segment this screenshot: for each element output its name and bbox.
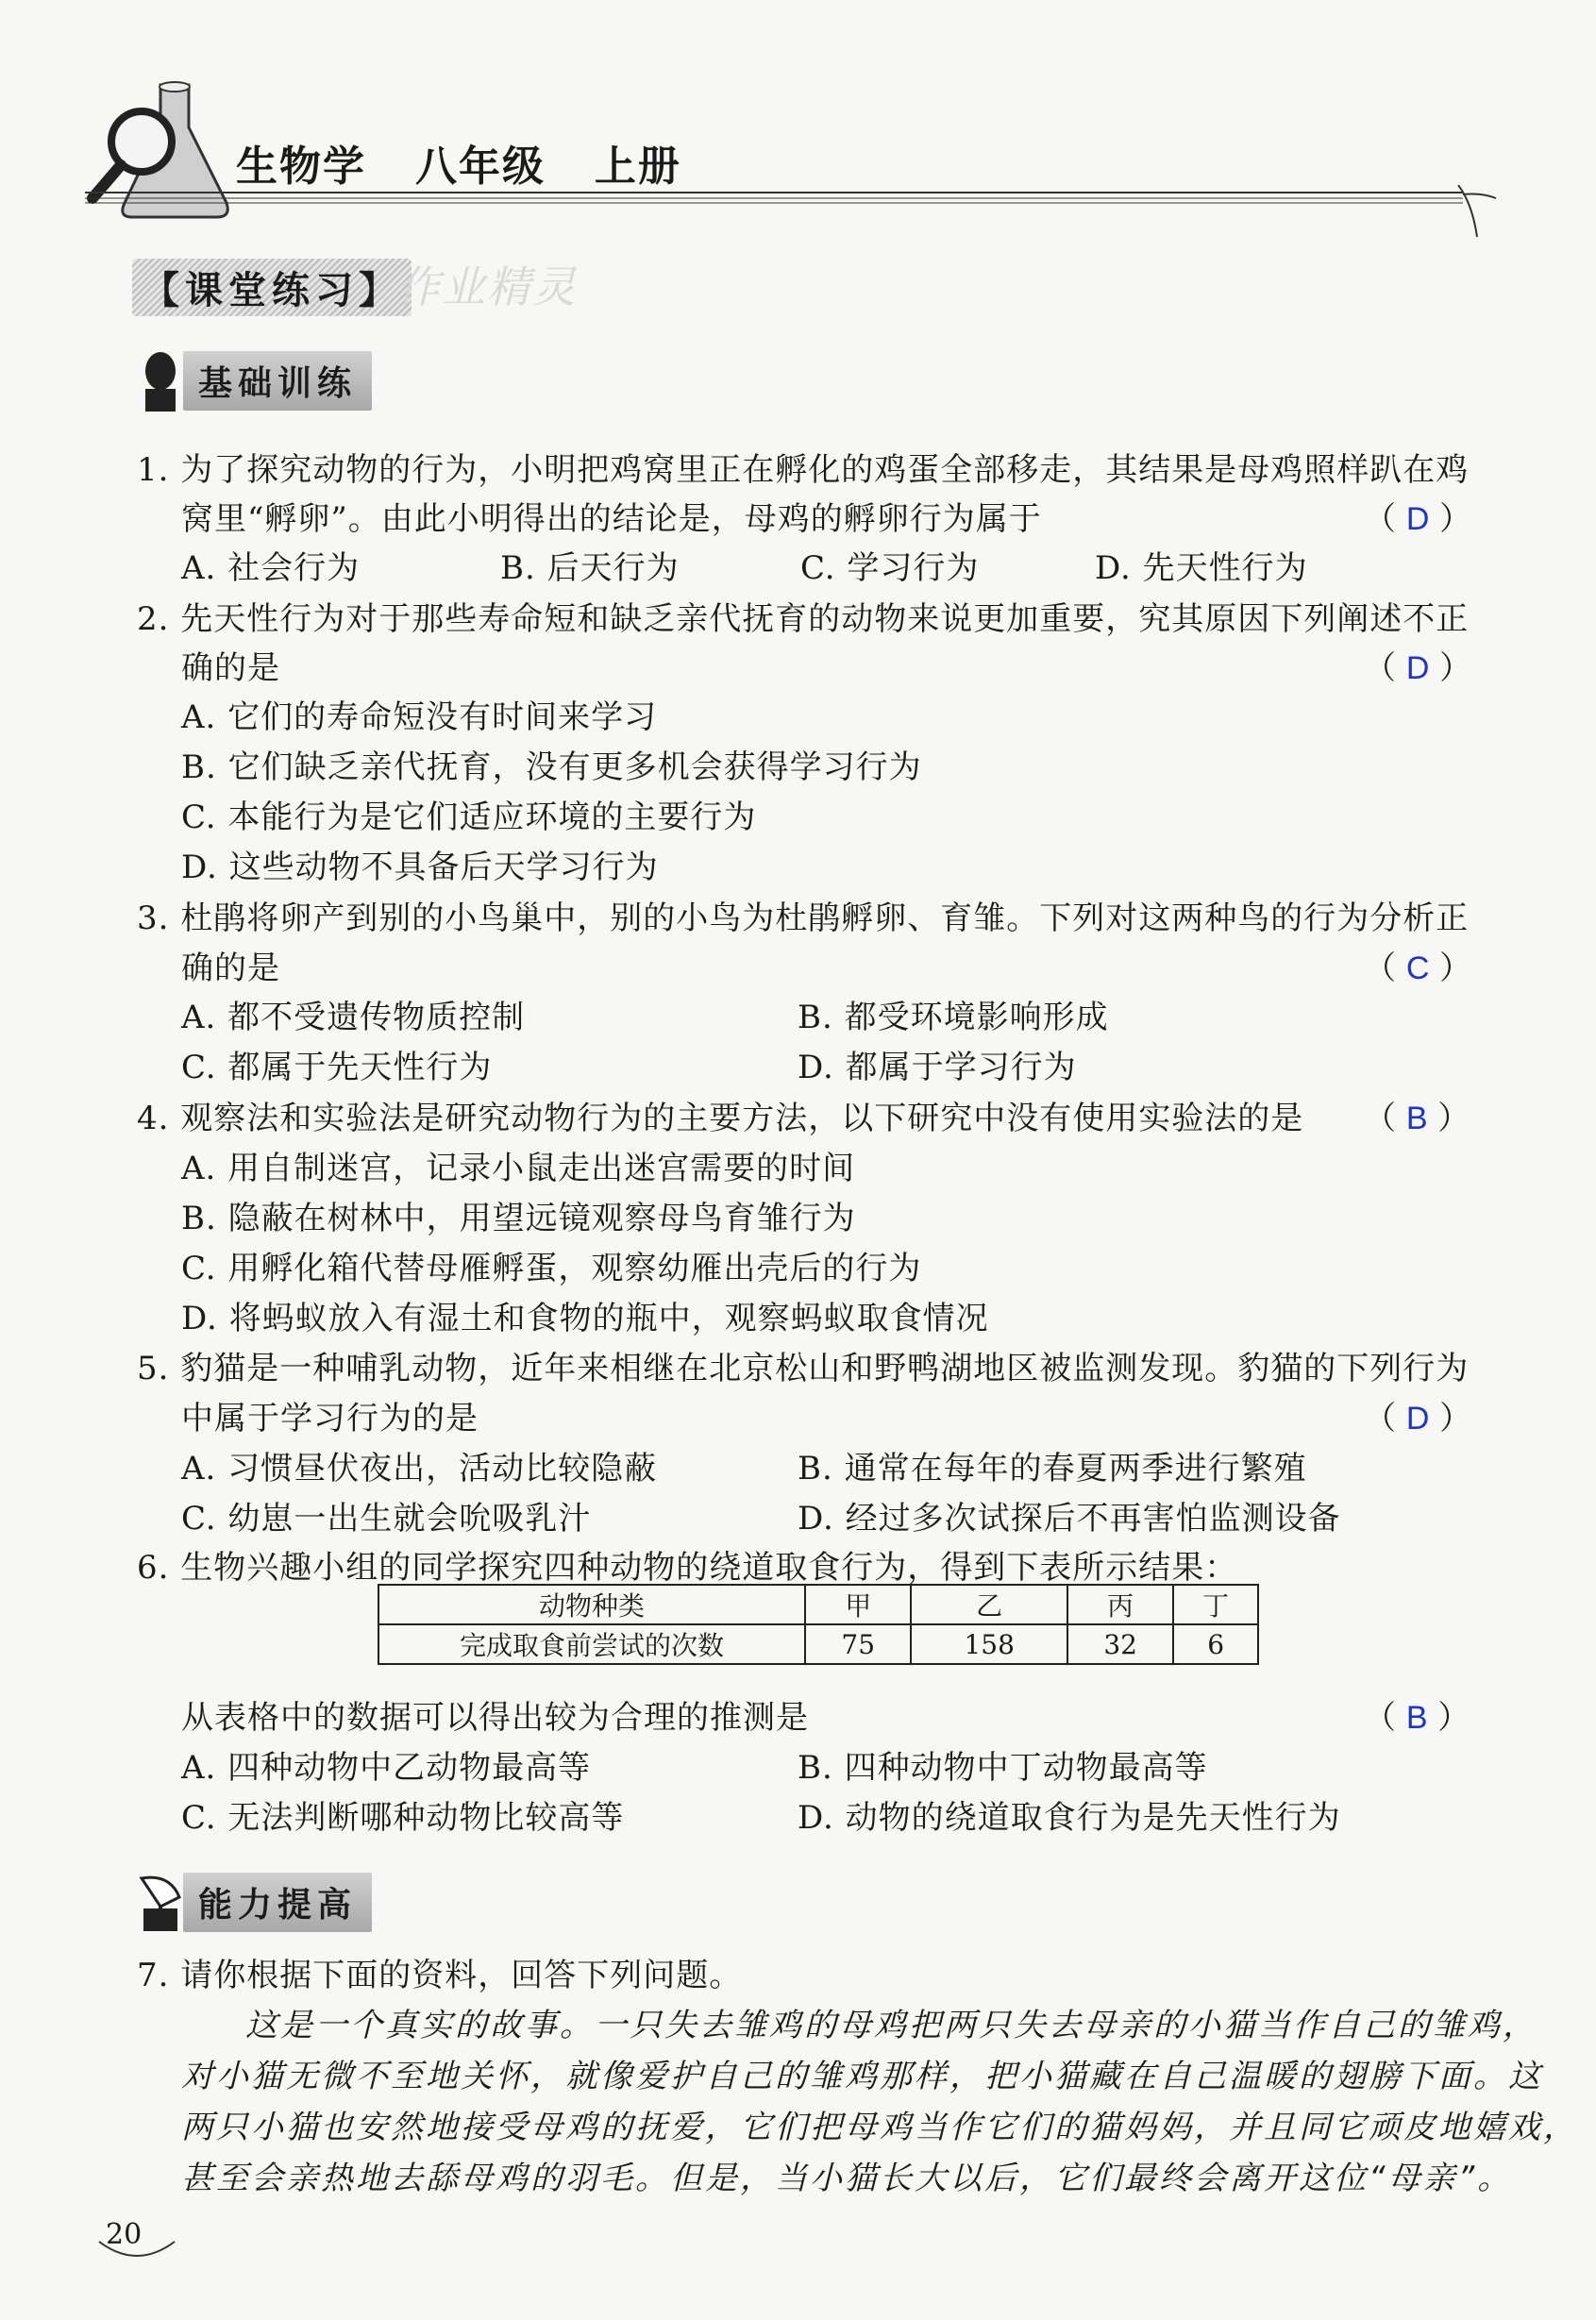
question-6-option-a: A. 四种动物中乙动物最高等 [181,1749,592,1787]
table-header-cell: 乙 [911,1585,1067,1624]
table-header-cell: 动物种类 [378,1585,805,1624]
passage-line-1: 这是一个真实的故事。一只失去雏鸡的母鸡把两只失去母亲的小猫当作自己的雏鸡， [245,2007,1537,2044]
question-3-option-d: D. 都属于学习行为 [798,1049,1077,1086]
question-2-option-d: D. 这些动物不具备后天学习行为 [181,849,659,886]
question-2-line-2: 确的是 [181,649,280,687]
table-cell: 32 [1067,1624,1173,1664]
question-4-answer: （ B ） [1364,1100,1470,1137]
question-4-option-b: B. 隐蔽在树林中，用望远镜观察母鸟育雏行为 [181,1200,856,1237]
question-1-line-1: 1. 为了探究动物的行为，小明把鸡窝里正在孵化的鸡蛋全部移走，其结果是母鸡照样趴在鸡 [137,451,1470,489]
question-4-option-a: A. 用自制迷宫，记录小鼠走出迷宫需要的时间 [181,1150,856,1187]
section-title: 【课堂练习】 [132,259,412,316]
table-cell: 75 [805,1624,911,1664]
question-6-line-1: 6. 生物兴趣小组的同学探究四种动物的绕道取食行为，得到下表所示结果： [137,1549,1238,1587]
question-2-option-b: B. 它们缺乏亲代抚育，没有更多机会获得学习行为 [181,748,922,786]
answer-letter: D [1405,650,1430,686]
question-4-option-d: D. 将蚂蚁放入有湿土和食物的瓶中，观察蚂蚁取食情况 [181,1300,989,1337]
section-banner [132,257,412,317]
question-2-option-a: A. 它们的寿命短没有时间来学习 [181,698,658,736]
table-header-cell: 丙 [1067,1585,1173,1624]
question-6-option-d: D. 动物的绕道取食行为是先天性行为 [798,1799,1341,1837]
question-6-option-c: C. 无法判断哪种动物比较高等 [181,1799,625,1837]
question-5-line-2: 中属于学习行为的是 [181,1400,479,1437]
answer-letter: D [1405,1401,1430,1437]
ability-title: 能力提高 [183,1873,372,1932]
page-number: 20 [106,2218,143,2251]
question-6-option-b: B. 四种动物中丁动物最高等 [798,1749,1208,1787]
table-row [378,1585,1258,1624]
table-row [378,1624,1258,1664]
question-5-option-d: D. 经过多次试探后不再害怕监测设备 [798,1500,1341,1538]
question-2-line-1: 2. 先天性行为对于那些寿命短和缺乏亲代抚育的动物来说更加重要，究其原因下列阐述不正 [137,600,1470,638]
table-cell: 6 [1173,1624,1258,1664]
question-3-option-b: B. 都受环境影响形成 [798,999,1109,1036]
question-4-option-c: C. 用孵化箱代替母雁孵蛋，观察幼雁出壳后的行为 [181,1250,922,1287]
header-divider [85,185,1501,242]
question-4-line-1: 4. 观察法和实验法是研究动物行为的主要方法，以下研究中没有使用实验法的是 [137,1100,1304,1137]
basic-training-banner [132,347,372,413]
passage-line-4: 甚至会亲热地去舔母鸡的羽毛。但是，当小猫长大以后，它们最终会离开这位“母亲”。 [181,2160,1513,2197]
question-5-answer: （ D ） [1364,1400,1472,1437]
question-3-line-2: 确的是 [181,950,280,987]
question-2-option-c: C. 本能行为是它们适应环境的主要行为 [181,799,757,836]
answer-letter: C [1405,950,1430,986]
question-3-line-1: 3. 杜鹃将卵产到别的小鸟巢中，别的小鸟为杜鹃孵卵、育雏。下列对这两种鸟的行为分析正 [137,899,1470,937]
question-5-option-c: C. 幼崽一出生就会吮吸乳汁 [181,1500,592,1538]
question-6-answer: （ B ） [1364,1699,1470,1737]
answer-letter: B [1405,1101,1428,1136]
table-cell: 158 [911,1624,1067,1664]
question-1-option-c: C. 学习行为 [800,549,980,587]
question-5-option-a: A. 习惯昼伏夜出，活动比较隐蔽 [181,1450,658,1488]
answer-letter: B [1405,1700,1428,1736]
question-2-answer: （ D ） [1364,649,1472,687]
question-1-line-2: 窝里“孵卵”。由此小明得出的结论是，母鸡的孵卵行为属于 [181,500,1042,538]
question-7-line-1: 7. 请你根据下面的资料，回答下列问题。 [137,1957,743,1994]
question-5-line-1: 5. 豹猫是一种哺乳动物，近年来相继在北京松山和野鸭湖地区被监测发现。豹猫的下列行为 [137,1350,1470,1387]
gramophone-icon [132,1869,189,1935]
question-5-option-b: B. 通常在每年的春夏两季进行繁殖 [798,1450,1307,1488]
basic-training-title: 基础训练 [183,351,372,411]
question-1-option-a: A. 社会行为 [181,549,361,587]
question-3-option-c: C. 都属于先天性行为 [181,1049,493,1086]
cactus-icon [132,347,189,413]
answer-letter: D [1405,501,1430,537]
table-row-label: 完成取食前尝试的次数 [378,1624,805,1664]
watermark: 作业精灵 [396,261,578,312]
question-1-option-d: D. 先天性行为 [1095,549,1308,587]
question-1-option-b: B. 后天行为 [500,549,680,587]
book-title: 生物学 八年级 上册 [236,143,681,191]
question-3-option-a: A. 都不受遗传物质控制 [181,999,526,1036]
data-table [378,1584,1259,1665]
question-3-answer: （ C ） [1364,950,1472,987]
ability-banner [132,1869,372,1935]
question-1-answer: （ D ） [1364,500,1472,538]
question-6-line-2: 从表格中的数据可以得出较为合理的推测是 [181,1699,809,1737]
table-header-cell: 丁 [1173,1585,1258,1624]
passage-line-2: 对小猫无微不至地关怀，就像爱护自己的雏鸡那样，把小猫藏在自己温暖的翅膀下面。这 [181,2058,1543,2095]
passage-line-3: 两只小猫也安然地接受母鸡的抚爱，它们把母鸡当作它们的猫妈妈，并且同它顽皮地嬉戏， [181,2109,1578,2146]
table-header-cell: 甲 [805,1585,911,1624]
